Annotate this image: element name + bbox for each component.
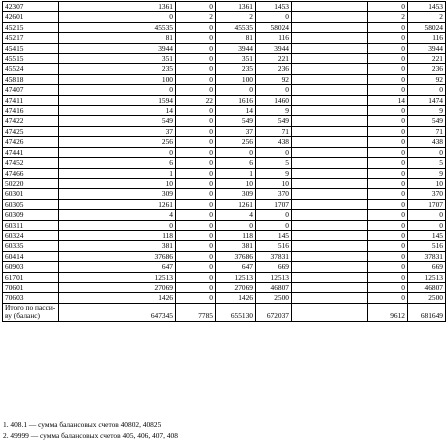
table-row: [3, 74, 446, 84]
value-cell: 236: [256, 64, 292, 74]
value-cell: 37831: [408, 251, 446, 261]
value-cell: 58024: [256, 22, 292, 32]
value-cell: 45535: [216, 22, 256, 32]
value-cell: 81: [59, 33, 176, 43]
value-cell: 0: [368, 189, 408, 199]
value-cell: 9: [408, 168, 446, 178]
value-cell: 46807: [408, 282, 446, 292]
value-cell: 145: [408, 230, 446, 240]
account-code-cell: 47407: [3, 85, 59, 95]
value-cell: [292, 147, 368, 157]
value-cell: [292, 54, 368, 64]
balance-table-body: [3, 2, 446, 322]
table-row: [3, 95, 446, 105]
value-cell: 0: [216, 85, 256, 95]
table-row: [3, 158, 446, 168]
value-cell: 0: [176, 33, 216, 43]
value-cell: 0: [368, 64, 408, 74]
value-cell: 221: [256, 54, 292, 64]
table-row: [3, 230, 446, 240]
value-cell: 2: [408, 12, 446, 22]
value-cell: [292, 293, 368, 303]
value-cell: 2500: [256, 293, 292, 303]
value-cell: 4: [59, 210, 176, 220]
value-cell: 0: [256, 220, 292, 230]
value-cell: 0: [59, 220, 176, 230]
value-cell: 10: [408, 178, 446, 188]
total-value-cell: 9612: [368, 303, 408, 321]
balance-sheet-fragment: [2, 1, 446, 322]
value-cell: 0: [368, 126, 408, 136]
value-cell: 1261: [216, 199, 256, 209]
value-cell: 1594: [59, 95, 176, 105]
account-code-cell: 60309: [3, 210, 59, 220]
value-cell: 0: [176, 147, 216, 157]
value-cell: 100: [59, 74, 176, 84]
account-code-cell: 45415: [3, 43, 59, 53]
value-cell: 1: [59, 168, 176, 178]
value-cell: 0: [176, 2, 216, 12]
value-cell: 0: [368, 33, 408, 43]
value-cell: 37686: [59, 251, 176, 261]
value-cell: [292, 106, 368, 116]
value-cell: 2: [368, 12, 408, 22]
value-cell: 669: [408, 262, 446, 272]
value-cell: 116: [408, 33, 446, 43]
value-cell: 0: [176, 168, 216, 178]
value-cell: [292, 137, 368, 147]
value-cell: 0: [176, 293, 216, 303]
value-cell: 0: [368, 106, 408, 116]
value-cell: [292, 158, 368, 168]
value-cell: 0: [176, 251, 216, 261]
table-row: [3, 272, 446, 282]
value-cell: 0: [408, 220, 446, 230]
table-row: [3, 241, 446, 251]
value-cell: 309: [216, 189, 256, 199]
value-cell: 0: [368, 178, 408, 188]
table-row: [3, 43, 446, 53]
value-cell: 351: [216, 54, 256, 64]
value-cell: 6: [216, 158, 256, 168]
value-cell: 0: [256, 147, 292, 157]
value-cell: 12513: [59, 272, 176, 282]
value-cell: [292, 43, 368, 53]
value-cell: 0: [368, 220, 408, 230]
value-cell: 100: [216, 74, 256, 84]
value-cell: 71: [408, 126, 446, 136]
total-value-cell: 655130: [216, 303, 256, 321]
value-cell: 2: [176, 12, 216, 22]
value-cell: [292, 230, 368, 240]
value-cell: 0: [368, 272, 408, 282]
total-label: Итого по пасси-ву (баланс): [3, 303, 59, 321]
value-cell: 235: [216, 64, 256, 74]
value-cell: [292, 189, 368, 199]
value-cell: 92: [408, 74, 446, 84]
value-cell: [292, 178, 368, 188]
table-row: [3, 220, 446, 230]
value-cell: [292, 241, 368, 251]
value-cell: 14: [59, 106, 176, 116]
table-row: [3, 54, 446, 64]
total-value-cell: 672037: [256, 303, 292, 321]
value-cell: 27069: [216, 282, 256, 292]
value-cell: 71: [256, 126, 292, 136]
account-code-cell: 60305: [3, 199, 59, 209]
value-cell: 0: [368, 230, 408, 240]
value-cell: 12513: [256, 272, 292, 282]
value-cell: 0: [176, 106, 216, 116]
value-cell: 0: [176, 64, 216, 74]
table-row: [3, 147, 446, 157]
account-code-cell: 60414: [3, 251, 59, 261]
value-cell: [292, 199, 368, 209]
value-cell: 1453: [256, 2, 292, 12]
value-cell: 1460: [256, 95, 292, 105]
account-code-cell: 47416: [3, 106, 59, 116]
value-cell: 5: [256, 158, 292, 168]
value-cell: [292, 272, 368, 282]
value-cell: 118: [59, 230, 176, 240]
table-row: [3, 282, 446, 292]
value-cell: [292, 116, 368, 126]
total-value-cell: [292, 303, 368, 321]
value-cell: 0: [176, 43, 216, 53]
value-cell: 0: [176, 262, 216, 272]
value-cell: [292, 85, 368, 95]
value-cell: 0: [368, 168, 408, 178]
value-cell: 37831: [256, 251, 292, 261]
account-code-cell: 42307: [3, 2, 59, 12]
value-cell: 0: [176, 282, 216, 292]
value-cell: 381: [59, 241, 176, 251]
total-row: [3, 303, 446, 321]
value-cell: [292, 126, 368, 136]
value-cell: 549: [408, 116, 446, 126]
value-cell: 0: [368, 147, 408, 157]
value-cell: 45535: [59, 22, 176, 32]
value-cell: 0: [408, 210, 446, 220]
account-code-cell: 60903: [3, 262, 59, 272]
table-row: [3, 293, 446, 303]
value-cell: [292, 220, 368, 230]
table-row: [3, 210, 446, 220]
value-cell: 0: [176, 210, 216, 220]
table-row: [3, 199, 446, 209]
value-cell: 309: [59, 189, 176, 199]
account-code-cell: 60301: [3, 189, 59, 199]
value-cell: 0: [368, 137, 408, 147]
value-cell: 37: [216, 126, 256, 136]
footnote-2: 2. 49999 — сумма балансовых счетов 405, 406, 407, 408: [3, 431, 178, 440]
value-cell: 351: [59, 54, 176, 64]
value-cell: 516: [408, 241, 446, 251]
value-cell: 145: [256, 230, 292, 240]
value-cell: 1707: [408, 199, 446, 209]
value-cell: 0: [408, 147, 446, 157]
value-cell: 0: [368, 22, 408, 32]
value-cell: 0: [368, 2, 408, 12]
table-row: [3, 12, 446, 22]
value-cell: 647: [216, 262, 256, 272]
value-cell: [292, 22, 368, 32]
table-row: [3, 64, 446, 74]
account-code-cell: 47422: [3, 116, 59, 126]
value-cell: 92: [256, 74, 292, 84]
table-row: [3, 22, 446, 32]
value-cell: 0: [176, 22, 216, 32]
value-cell: 381: [216, 241, 256, 251]
value-cell: 647: [59, 262, 176, 272]
value-cell: [292, 74, 368, 84]
value-cell: 0: [368, 282, 408, 292]
account-code-cell: 60311: [3, 220, 59, 230]
value-cell: 0: [176, 158, 216, 168]
value-cell: 0: [216, 147, 256, 157]
value-cell: 1261: [59, 199, 176, 209]
value-cell: 0: [256, 12, 292, 22]
table-row: [3, 178, 446, 188]
value-cell: 4: [216, 210, 256, 220]
value-cell: [292, 12, 368, 22]
table-row: [3, 168, 446, 178]
value-cell: 0: [368, 241, 408, 251]
value-cell: [292, 2, 368, 12]
value-cell: 0: [176, 241, 216, 251]
table-row: [3, 2, 446, 12]
value-cell: 81: [216, 33, 256, 43]
account-code-cell: 42601: [3, 12, 59, 22]
value-cell: 549: [59, 116, 176, 126]
account-code-cell: 47441: [3, 147, 59, 157]
value-cell: 46807: [256, 282, 292, 292]
account-code-cell: 47411: [3, 95, 59, 105]
value-cell: 0: [368, 74, 408, 84]
value-cell: 236: [408, 64, 446, 74]
value-cell: 1361: [216, 2, 256, 12]
balance-table: [2, 1, 446, 322]
value-cell: 14: [216, 106, 256, 116]
value-cell: 1616: [216, 95, 256, 105]
table-row: [3, 106, 446, 116]
value-cell: 12513: [408, 272, 446, 282]
account-code-cell: 61701: [3, 272, 59, 282]
value-cell: 1707: [256, 199, 292, 209]
account-code-cell: 50220: [3, 178, 59, 188]
value-cell: 3944: [408, 43, 446, 53]
total-value-cell: 681649: [408, 303, 446, 321]
value-cell: 10: [59, 178, 176, 188]
table-row: [3, 189, 446, 199]
value-cell: 0: [176, 54, 216, 64]
account-code-cell: 47452: [3, 158, 59, 168]
value-cell: 10: [256, 178, 292, 188]
value-cell: 0: [368, 54, 408, 64]
value-cell: 370: [256, 189, 292, 199]
footnote-1: 1. 408.1 — сумма балансовых счетов 40802, 40825: [3, 420, 162, 429]
value-cell: [292, 95, 368, 105]
value-cell: 0: [368, 158, 408, 168]
value-cell: 256: [59, 137, 176, 147]
value-cell: 0: [176, 272, 216, 282]
account-code-cell: 60324: [3, 230, 59, 240]
value-cell: [292, 282, 368, 292]
value-cell: 3944: [59, 43, 176, 53]
value-cell: 14: [368, 95, 408, 105]
value-cell: [292, 262, 368, 272]
value-cell: 0: [256, 85, 292, 95]
account-code-cell: 45524: [3, 64, 59, 74]
value-cell: 9: [256, 106, 292, 116]
value-cell: 221: [408, 54, 446, 64]
value-cell: 516: [256, 241, 292, 251]
value-cell: 0: [59, 12, 176, 22]
value-cell: [292, 251, 368, 261]
value-cell: 12513: [216, 272, 256, 282]
value-cell: 0: [368, 116, 408, 126]
value-cell: 2500: [408, 293, 446, 303]
value-cell: 0: [408, 85, 446, 95]
total-value-cell: 647345: [59, 303, 176, 321]
value-cell: [292, 33, 368, 43]
value-cell: 37686: [216, 251, 256, 261]
value-cell: 22: [176, 95, 216, 105]
account-code-cell: 70601: [3, 282, 59, 292]
value-cell: 118: [216, 230, 256, 240]
value-cell: 0: [176, 126, 216, 136]
table-row: [3, 251, 446, 261]
value-cell: 438: [408, 137, 446, 147]
account-code-cell: 70603: [3, 293, 59, 303]
account-code-cell: 45215: [3, 22, 59, 32]
value-cell: 0: [176, 189, 216, 199]
value-cell: 235: [59, 64, 176, 74]
value-cell: 2: [216, 12, 256, 22]
value-cell: 1426: [59, 293, 176, 303]
account-code-cell: 60335: [3, 241, 59, 251]
value-cell: 3944: [256, 43, 292, 53]
account-code-cell: 45515: [3, 54, 59, 64]
value-cell: 37: [59, 126, 176, 136]
account-code-cell: 47466: [3, 168, 59, 178]
value-cell: 256: [216, 137, 256, 147]
account-code-cell: 47426: [3, 137, 59, 147]
value-cell: 1361: [59, 2, 176, 12]
account-code-cell: 47425: [3, 126, 59, 136]
value-cell: 549: [216, 116, 256, 126]
value-cell: 3944: [216, 43, 256, 53]
value-cell: 1: [216, 168, 256, 178]
value-cell: 0: [176, 220, 216, 230]
value-cell: 0: [368, 262, 408, 272]
value-cell: 0: [368, 85, 408, 95]
table-row: [3, 137, 446, 147]
value-cell: 549: [256, 116, 292, 126]
value-cell: [292, 210, 368, 220]
value-cell: 9: [256, 168, 292, 178]
value-cell: 6: [59, 158, 176, 168]
account-code-cell: 45217: [3, 33, 59, 43]
value-cell: 0: [368, 210, 408, 220]
value-cell: 0: [176, 137, 216, 147]
total-value-cell: 7785: [176, 303, 216, 321]
table-row: [3, 262, 446, 272]
value-cell: 0: [368, 293, 408, 303]
account-code-cell: 45818: [3, 74, 59, 84]
value-cell: 438: [256, 137, 292, 147]
value-cell: 10: [216, 178, 256, 188]
value-cell: 0: [176, 74, 216, 84]
value-cell: 1453: [408, 2, 446, 12]
value-cell: 9: [408, 106, 446, 116]
value-cell: 669: [256, 262, 292, 272]
value-cell: 116: [256, 33, 292, 43]
value-cell: 370: [408, 189, 446, 199]
value-cell: [292, 64, 368, 74]
value-cell: 1426: [216, 293, 256, 303]
value-cell: 0: [176, 178, 216, 188]
value-cell: [292, 168, 368, 178]
table-row: [3, 116, 446, 126]
value-cell: 5: [408, 158, 446, 168]
table-row: [3, 33, 446, 43]
value-cell: 0: [216, 220, 256, 230]
value-cell: 0: [256, 210, 292, 220]
value-cell: 0: [59, 85, 176, 95]
value-cell: 58024: [408, 22, 446, 32]
value-cell: 0: [59, 147, 176, 157]
value-cell: 0: [368, 43, 408, 53]
value-cell: 1474: [408, 95, 446, 105]
value-cell: 0: [176, 85, 216, 95]
value-cell: 27069: [59, 282, 176, 292]
value-cell: 0: [176, 116, 216, 126]
value-cell: 0: [176, 230, 216, 240]
value-cell: 0: [368, 199, 408, 209]
table-row: [3, 85, 446, 95]
value-cell: 0: [368, 251, 408, 261]
table-row: [3, 126, 446, 136]
value-cell: 0: [176, 199, 216, 209]
